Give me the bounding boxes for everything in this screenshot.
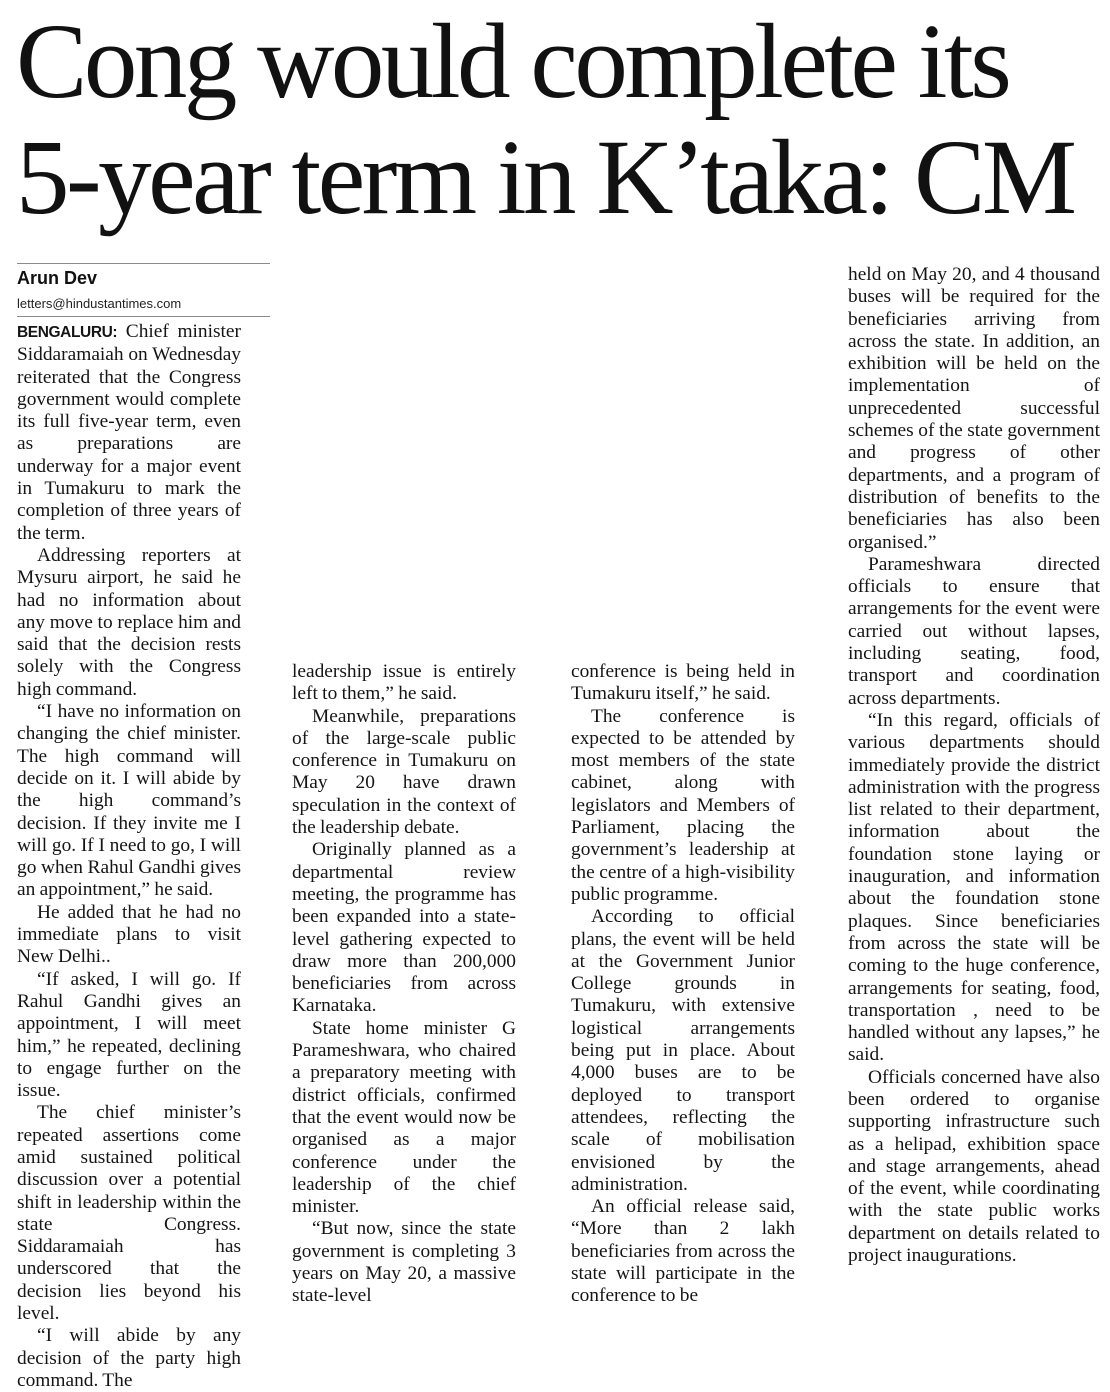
article-column-1 (17, 321, 241, 1392)
dateline: BENGALURU: (17, 324, 118, 341)
paragraph: “I will abide by any decision of the party high command. The (17, 1325, 241, 1391)
article-column-3 (571, 661, 795, 1308)
headline (16, 4, 1106, 236)
paragraph: “In this regard, officials of various departments should immediately provide the district administration with the progress list related to their department, information about the foundation stone laying or inauguration, and information about the foundation stone plaques. Since beneficiaries from across the state will be coming to the huge conference, arrangements for seating, food, transportation , need to be handled without any lapses,” he said. (848, 709, 1100, 1066)
paragraph: “I have no information on changing the chief minister. The high command will decide on it. I will abide by the high command’s decision. If they invite me I will go. If I need to go, I will go when Rahul Gandhi gives an appointment,” he said. (17, 701, 241, 901)
paragraph: The chief minister’s repeated assertions come amid sustained political discussion over a potential shift in leadership within the state Congress. Siddaramaiah has underscored that the decision lies beyond his level. (17, 1102, 241, 1325)
byline-email: letters@hindustantimes.com (17, 296, 182, 311)
paragraph: Addressing reporters at Mysuru airport, he said he had no information about any move to replace him and said that the decision rests solely with the Congress high command. (17, 544, 241, 700)
paragraph: State home minister G Parameshwara, who chaired a preparatory meeting with district officials, confirmed that the event would now be organised as a major conference under the leadership of the chief minister. (292, 1017, 516, 1218)
byline-author: Arun Dev (17, 268, 98, 288)
paragraph: The conference is expected to be attended by most members of the state cabinet, along with legislators and Members of Parliament, placing the government’s leadership at the centre of a high-visibility public programme. (571, 705, 795, 905)
paragraph: “But now, since the state government is completing 3 years on May 20, a massive state-level (292, 1218, 516, 1307)
paragraph: Chief minister Siddaramaiah on Wednesday reiterated that the Congress government would complete its full five-year term, even as preparations are underway for a major event in Tumakuru to mark the completion of three years of the term. (17, 321, 241, 544)
lede-paragraph (17, 321, 241, 545)
byline-divider-top (17, 263, 270, 264)
article-column-4 (848, 264, 1100, 1267)
paragraph: An official release said, “More than 2 lakh beneficiaries from across the state will participate in the conference to be (571, 1196, 795, 1307)
paragraph: Officials concerned have also been ordered to organise supporting infrastructure such as a helipad, exhibition space and stage arrangements, ahead of the event, while coordinating with the state public works department on details related to project inaugurations. (848, 1066, 1100, 1267)
paragraph: Parameshwara directed officials to ensure that arrangements for the event were carried out without lapses, including seating, food, transport and coordination across departments. (848, 553, 1100, 709)
paragraph: Originally planned as a departmental review meeting, the programme has been expanded into a state-level gathering expected to draw more than 200,000 beneficiaries from across Karnataka. (292, 839, 516, 1017)
headline-line-1: Cong would complete its (16, 3, 1009, 121)
byline-divider-bottom (17, 316, 270, 317)
article-column-2 (292, 661, 516, 1308)
paragraph-continued: conference is being held in Tumakuru itself,” he said. (571, 661, 795, 705)
paragraph-continued: held on May 20, and 4 thousand buses will be required for the beneficiaries arriving from across the state. In addition, an exhibition will be held on the implementation of unprecedented successful schemes of the state government and progress of other departments, and a program of distribution of benefits to the beneficiaries has also been organised.” (848, 264, 1100, 553)
headline-line-2: 5-year term in K’taka: CM (16, 119, 1074, 237)
paragraph: “If asked, I will go. If Rahul Gandhi gives an appointment, I will meet him,” he repeated, declining to engage further on the issue. (17, 968, 241, 1102)
paragraph-continued: leadership issue is entirely left to them,” he said. (292, 661, 516, 705)
paragraph: Meanwhile, preparations of the large-scale public conference in Tumakuru on May 20 have drawn speculation in the context of the leadership debate. (292, 705, 516, 839)
paragraph: According to official plans, the event will be held at the Government Junior College grounds in Tumakuru, with extensive logistical arrangements being put in place. About 4,000 buses are to be deployed to transport attendees, reflecting the scale of mobilisation envisioned by the administration. (571, 906, 795, 1195)
paragraph: He added that he had no immediate plans to visit New Delhi.. (17, 901, 241, 968)
